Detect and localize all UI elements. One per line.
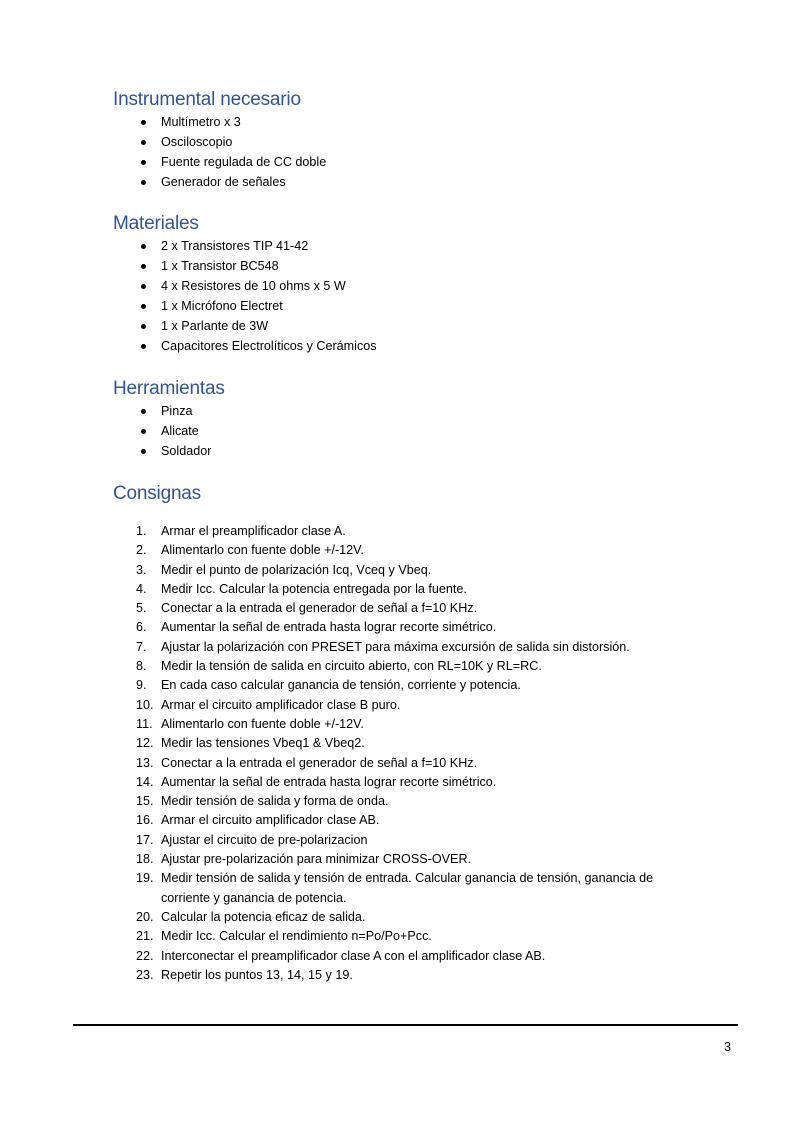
- bullet-item: [113, 421, 713, 441]
- bullet-list: [113, 236, 713, 356]
- item-text: 1 x Micrófono Electret: [161, 299, 283, 313]
- numbered-item: [113, 696, 673, 715]
- bullet-item: [113, 401, 713, 421]
- item-text: Armar el circuito amplificador clase AB.: [161, 813, 380, 828]
- item-number: 19.: [136, 871, 154, 886]
- bullet-item: [113, 236, 713, 256]
- item-text: En cada caso calcular ganancia de tensión, corriente y potencia.: [161, 678, 521, 693]
- item-text: Repetir los puntos 13, 14, 15 y 19.: [161, 967, 353, 982]
- item-text: Ajustar pre-polarización para minimizar CROSS-OVER.: [161, 852, 472, 867]
- section-consignas: [113, 482, 673, 985]
- item-number: 4.: [136, 581, 147, 596]
- item-number: 22.: [136, 948, 154, 963]
- item-number: 16.: [136, 813, 154, 828]
- numbered-item: [113, 715, 673, 734]
- footer-divider: [73, 1024, 738, 1026]
- item-number: 21.: [136, 929, 154, 944]
- item-text: 1 x Parlante de 3W: [161, 319, 269, 333]
- section-heading: Materiales: [113, 213, 199, 234]
- item-number: 12.: [136, 736, 154, 751]
- item-text: Armar el preamplificador clase A.: [161, 524, 346, 538]
- bullet-item: [113, 296, 713, 316]
- item-number: 5.: [136, 601, 147, 616]
- numbered-item: [113, 676, 673, 695]
- numbered-item: [113, 599, 673, 618]
- numbered-item: [113, 831, 673, 850]
- numbered-item: [113, 638, 673, 657]
- item-text: Generador de señales: [161, 175, 286, 189]
- numbered-item: [113, 966, 673, 985]
- item-text: Multímetro x 3: [161, 115, 241, 129]
- item-text: Aumentar la señal de entrada hasta lograr recorte simétrico.: [161, 774, 497, 789]
- item-text: Alicate: [161, 424, 199, 438]
- numbered-item: [113, 773, 673, 792]
- bullet-item: [113, 256, 713, 276]
- numbered-item: [113, 522, 673, 541]
- bullet-item: [113, 316, 713, 336]
- item-number: 3.: [136, 562, 147, 577]
- bullet-item: [113, 112, 713, 132]
- numbered-item: [113, 850, 673, 869]
- item-text: Conectar a la entrada el generador de señal a f=10 KHz.: [161, 601, 478, 616]
- item-text: Fuente regulada de CC doble: [161, 155, 327, 169]
- item-number: 11.: [136, 716, 153, 731]
- numbered-item: [113, 618, 673, 637]
- page-number: 3: [724, 1040, 732, 1054]
- item-number: 23.: [136, 967, 154, 982]
- item-number: 9.: [136, 678, 147, 693]
- numbered-item: [113, 754, 673, 773]
- numbered-item: [113, 927, 673, 946]
- item-text: Armar el circuito amplificador clase B puro.: [161, 697, 401, 712]
- item-number: 18.: [136, 852, 154, 867]
- bullet-item: [113, 132, 713, 152]
- item-text: Alimentarlo con fuente doble +/-12V.: [161, 543, 364, 558]
- section-herramientas: [113, 377, 713, 461]
- item-number: 17.: [136, 832, 154, 847]
- item-text: Medir la tensión de salida en circuito abierto, con RL=10K y RL=RC.: [161, 659, 542, 674]
- item-number: 1.: [136, 524, 147, 538]
- numbered-item: [113, 734, 673, 753]
- item-text: Osciloscopio: [161, 135, 233, 149]
- section-heading: Consignas: [113, 483, 201, 504]
- item-text: Medir el punto de polarización Icq, Vceq y Vbeq.: [161, 562, 432, 577]
- bullet-list: [113, 401, 713, 461]
- item-text: Capacitores Electrolíticos y Cerámicos: [161, 339, 377, 353]
- item-number: 2.: [136, 543, 147, 558]
- item-text: Medir Icc. Calcular la potencia entregada por la fuente.: [161, 581, 467, 596]
- item-text: 4 x Resistores de 10 ohms x 5 W: [161, 279, 346, 293]
- numbered-item: [113, 561, 673, 580]
- bullet-item: [113, 336, 713, 356]
- item-text: Ajustar el circuito de pre-polarizacion: [161, 832, 368, 847]
- item-number: 15.: [136, 794, 154, 809]
- item-text: Interconectar el preamplificador clase A con el amplificador clase AB.: [161, 948, 546, 963]
- bullet-item: [113, 172, 713, 192]
- item-text: Medir Icc. Calcular el rendimiento n=Po/Po+Pcc.: [161, 929, 432, 944]
- item-text: Alimentarlo con fuente doble +/-12V.: [161, 716, 364, 731]
- item-text: Medir tensión de salida y tensión de entrada. Calcular ganancia de tensión, ganancia de corriente y ganancia de potencia.: [161, 871, 654, 905]
- numbered-list: [113, 522, 673, 985]
- item-text: Ajustar la polarización con PRESET para máxima excursión de salida sin distorsión.: [161, 639, 630, 654]
- numbered-item: [113, 869, 673, 908]
- item-text: Medir tensión de salida y forma de onda.: [161, 794, 389, 809]
- section-materiales: [113, 212, 713, 356]
- numbered-item: [113, 811, 673, 830]
- numbered-item: [113, 947, 673, 966]
- bullet-item: [113, 276, 713, 296]
- numbered-item: [113, 908, 673, 927]
- item-text: 2 x Transistores TIP 41-42: [161, 239, 309, 253]
- item-text: Medir las tensiones Vbeq1 & Vbeq2.: [161, 736, 365, 751]
- item-number: 14.: [136, 774, 154, 789]
- item-text: Aumentar la señal de entrada hasta lograr recorte simétrico.: [161, 620, 497, 635]
- item-text: 1 x Transistor BC548: [161, 259, 279, 273]
- item-number: 10.: [136, 697, 154, 712]
- numbered-item: [113, 657, 673, 676]
- item-number: 6.: [136, 620, 147, 635]
- bullet-item: [113, 152, 713, 172]
- section-instrumental: [113, 88, 713, 192]
- item-text: Pinza: [161, 404, 193, 418]
- numbered-item: [113, 792, 673, 811]
- item-number: 20.: [136, 909, 154, 924]
- bullet-list: [113, 112, 713, 192]
- item-text: Soldador: [161, 444, 212, 458]
- numbered-item: [113, 580, 673, 599]
- section-heading: Herramientas: [113, 378, 225, 399]
- item-number: 7.: [136, 639, 147, 654]
- item-text: Conectar a la entrada el generador de señal a f=10 KHz.: [161, 755, 478, 770]
- item-number: 8.: [136, 659, 147, 674]
- bullet-item: [113, 441, 713, 461]
- item-text: Calcular la potencia eficaz de salida.: [161, 909, 366, 924]
- numbered-item: [113, 541, 673, 560]
- section-heading: Instrumental necesario: [113, 89, 301, 110]
- item-number: 13.: [136, 755, 154, 770]
